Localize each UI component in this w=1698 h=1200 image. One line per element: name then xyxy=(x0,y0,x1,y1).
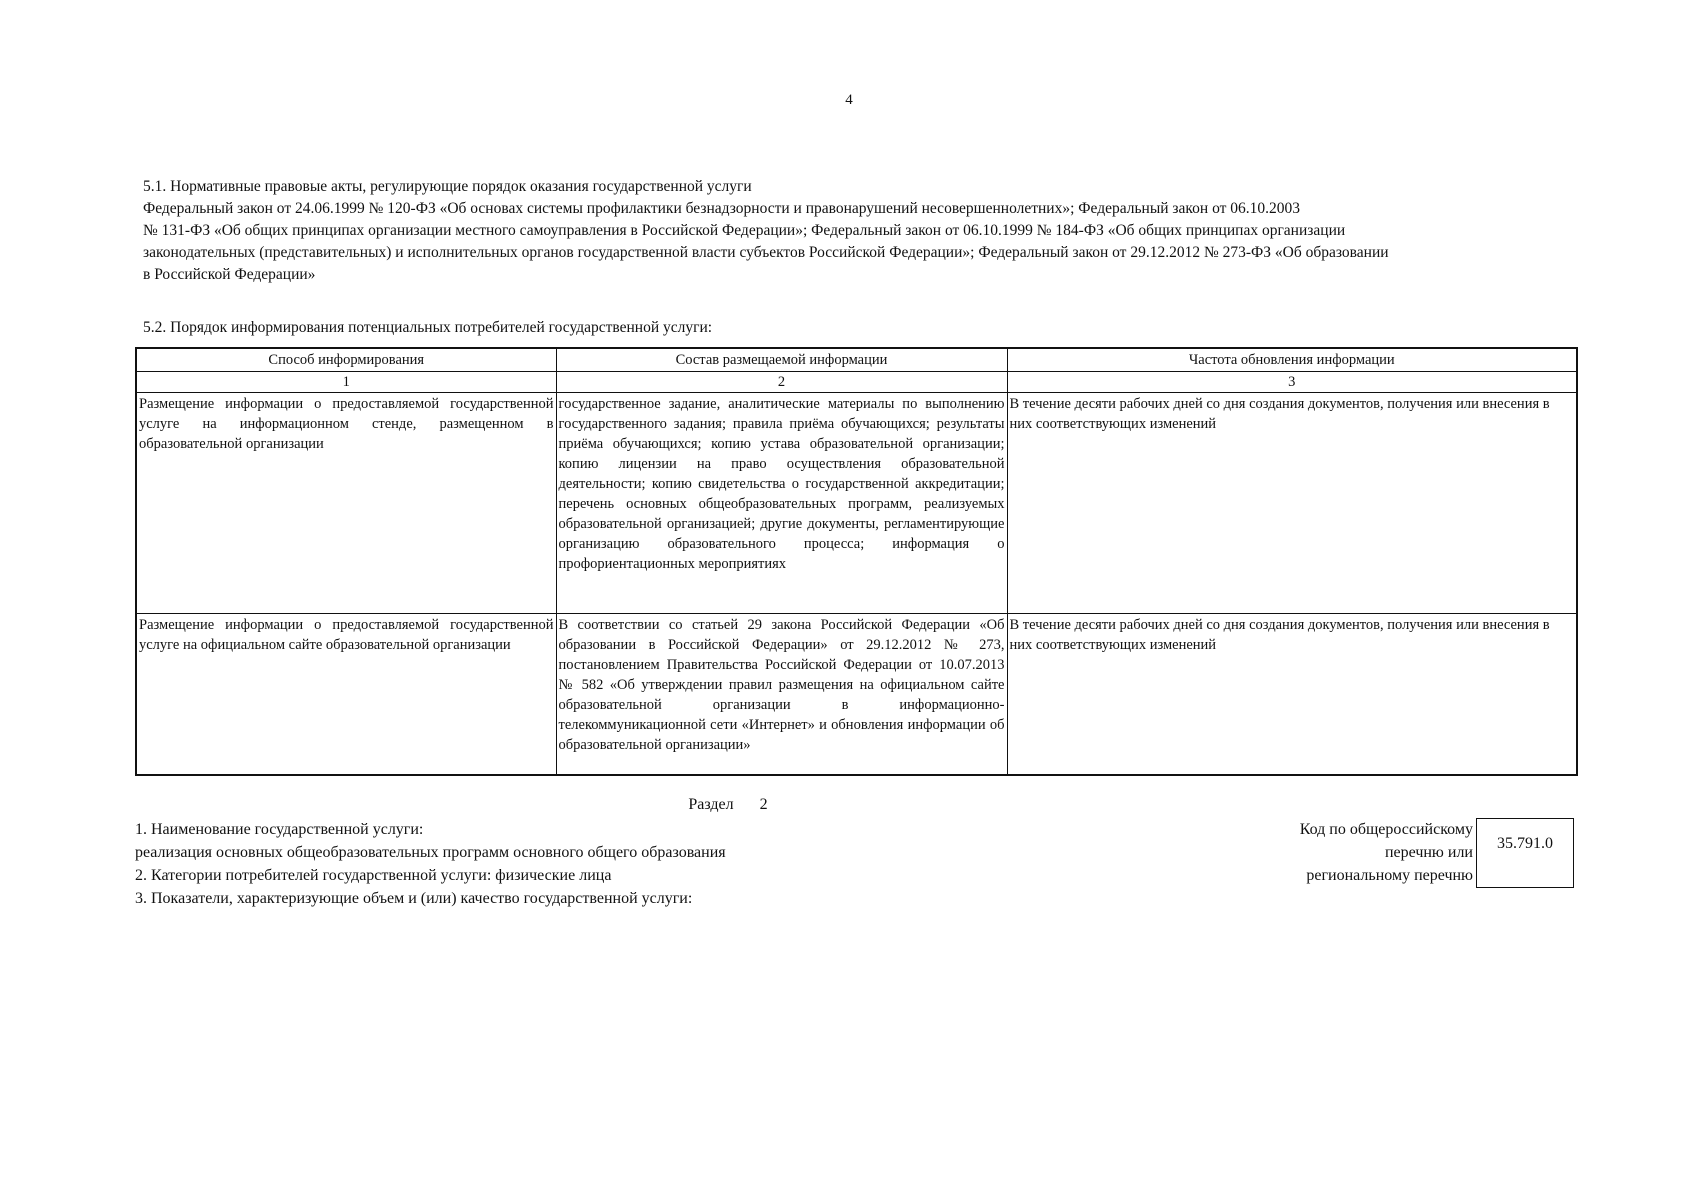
content-cell: В соответствии со статьей 29 закона Российской Федерации «Об образовании в Российской Федерации» от 29.12.2012 № 273, постановлением Правительства Российской Федерации от 10.07.2013 № 582 «Об утверждении правил размещения на официальном сайте образовательной организации в информационно-телекоммуникационной сети «Интернет» и обновления информации об образовательной организации» xyxy=(556,614,1007,776)
informing-table xyxy=(135,347,1578,776)
column-number: 2 xyxy=(556,372,1007,393)
section-number: 2 xyxy=(759,796,768,813)
table-row xyxy=(136,614,1577,776)
page-number: 4 xyxy=(845,92,853,108)
code-value: 35.791.0 xyxy=(1497,835,1553,852)
table-row xyxy=(136,393,1577,614)
section-title xyxy=(0,796,1456,814)
code-label-line: Код по общероссийскому xyxy=(1299,821,1473,838)
column-header: Частота обновления информации xyxy=(1007,348,1577,372)
section-5-1-line: № 131-ФЗ «Об общих принципах организации местного самоуправления в Российской Федерации»; Федеральный закон от 06.10.1999 № 184-ФЗ «Об общих принципах организации xyxy=(143,222,1346,239)
column-header: Состав размещаемой информации xyxy=(556,348,1007,372)
section-5-1-line: Федеральный закон от 24.06.1999 № 120-ФЗ «Об основах системы профилактики безнадзорности и правонарушений несовершеннолетних»; Федеральный закон от 06.10.2003 xyxy=(143,200,1301,217)
section-5-1-line: законодательных (представительных) и исполнительных органов государственной власти субъектов Российской Федерации»; Федеральный закон от 29.12.2012 № 273-ФЗ «Об образовании xyxy=(143,244,1389,261)
code-label xyxy=(1240,818,1473,887)
section-5-1-heading: 5.1. Нормативные правовые акты, регулирующие порядок оказания государственной услуги xyxy=(143,178,752,195)
table-header-row xyxy=(136,348,1577,372)
column-number: 3 xyxy=(1007,372,1577,393)
column-number-row xyxy=(136,372,1577,393)
method-cell: Размещение информации о предоставляемой государственной услуге на официальном сайте образовательной организации xyxy=(136,614,556,776)
column-header: Способ информирования xyxy=(136,348,556,372)
content-cell: государственное задание, аналитические материалы по выполнению государственного задания; правила приёма обучающихся; результаты приёма обучающихся; копию устава образовательной организации; копию лицензии на право осуществления образовательной деятельности; копию свидетельства о государственной аккредитации; перечень основных общеобразовательных программ, реализуемых образовательной организацией; другие документы, регламентирующие организацию образовательного процесса; информация о профориентационных мероприятиях xyxy=(556,393,1007,614)
column-number: 1 xyxy=(136,372,556,393)
section-2-line: 3. Показатели, характеризующие объем и (или) качество государственной услуги: xyxy=(135,890,693,907)
section-2-items xyxy=(135,818,995,910)
frequency-cell: В течение десяти рабочих дней со дня создания документов, получения или внесения в них соответствующих изменений xyxy=(1007,393,1577,614)
code-label-line: региональному перечню xyxy=(1306,867,1473,884)
section-2-line: 1. Наименование государственной услуги: xyxy=(135,821,424,838)
section-2-line: реализация основных общеобразовательных программ основного общего образования xyxy=(135,844,726,861)
section-label: Раздел xyxy=(688,796,734,813)
method-cell: Размещение информации о предоставляемой государственной услуге на информационном стенде, размещенном в образовательной организации xyxy=(136,393,556,614)
section-5-1-line: в Российской Федерации» xyxy=(143,266,316,283)
code-label-line: перечню или xyxy=(1384,844,1473,861)
section-5-2-heading: 5.2. Порядок информирования потенциальных потребителей государственной услуги: xyxy=(143,319,713,336)
section-5-1 xyxy=(143,176,1568,286)
code-box xyxy=(1476,818,1574,888)
section-2-line: 2. Категории потребителей государственной услуги: физические лица xyxy=(135,867,612,884)
frequency-cell: В течение десяти рабочих дней со дня создания документов, получения или внесения в них соответствующих изменений xyxy=(1007,614,1577,776)
